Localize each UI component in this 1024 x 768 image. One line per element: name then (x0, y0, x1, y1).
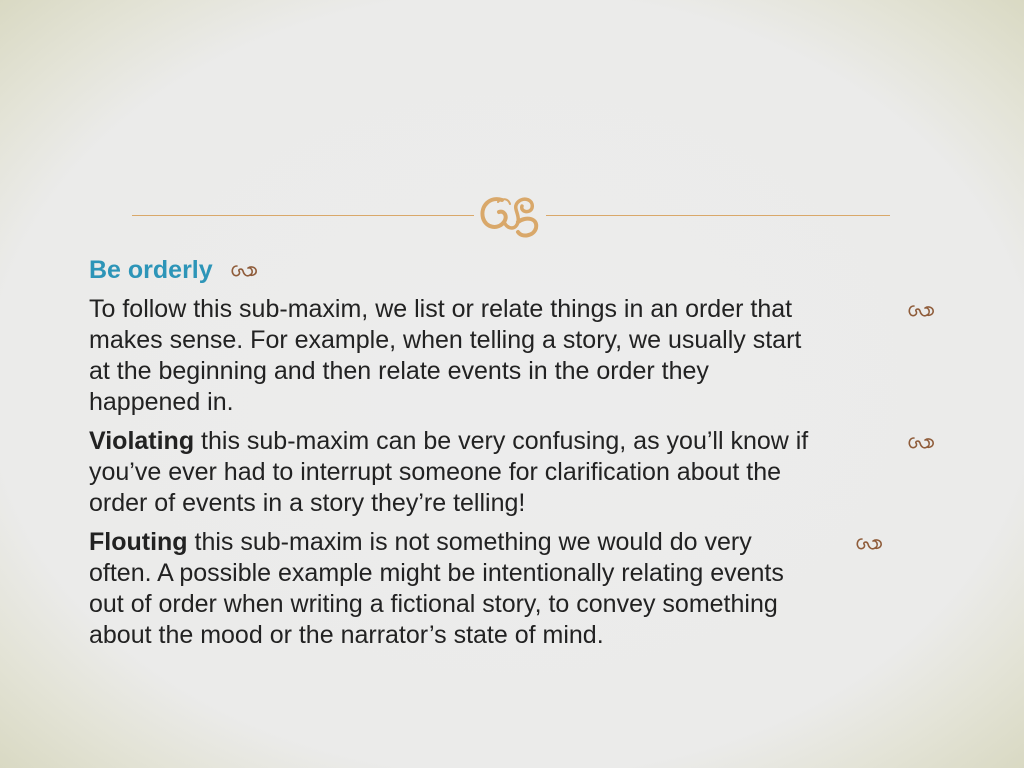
paragraph-line: about the mood or the narrator’s state of mind. (89, 621, 604, 649)
title-divider (132, 186, 890, 242)
curl-bullet-icon (907, 304, 935, 318)
paragraph-line: makes sense. For example, when telling a story, we usually start (89, 326, 802, 354)
heading-text: Be orderly (89, 256, 213, 284)
flourish-ornament-icon (474, 186, 546, 242)
bold-term-flouting: Flouting (89, 528, 188, 556)
paragraph-flouting (89, 527, 949, 651)
divider-rule-left (132, 215, 474, 216)
paragraph-line (89, 527, 949, 558)
paragraph-line: out of order when writing a fictional story, to convey something (89, 590, 778, 618)
slide-heading (89, 254, 949, 286)
paragraph-line (89, 426, 949, 457)
curl-bullet-icon (907, 436, 935, 450)
paragraph-line: at the beginning and then relate events in the order they (89, 357, 709, 385)
paragraph-line: To follow this sub-maxim, we list or relate things in an order that (89, 295, 793, 323)
paragraph-line-rest: this sub-maxim is not something we would do very (187, 528, 752, 556)
divider-rule-right (546, 215, 890, 216)
paragraph-order-explanation (89, 294, 949, 418)
slide-content (89, 254, 949, 651)
paragraph-line: order of events in a story they’re telling! (89, 489, 526, 517)
curl-bullet-icon (855, 537, 883, 551)
paragraph-line: happened in. (89, 388, 234, 416)
curl-bullet-icon (230, 264, 258, 278)
paragraph-line: you’ve ever had to interrupt someone for clarification about the (89, 458, 782, 486)
paragraph-line-rest: this sub-maxim can be very confusing, as you’ll know if (194, 427, 809, 455)
paragraph-violating (89, 426, 949, 519)
paragraph-line: often. A possible example might be intentionally relating events (89, 559, 784, 587)
bold-term-violating: Violating (89, 427, 195, 455)
